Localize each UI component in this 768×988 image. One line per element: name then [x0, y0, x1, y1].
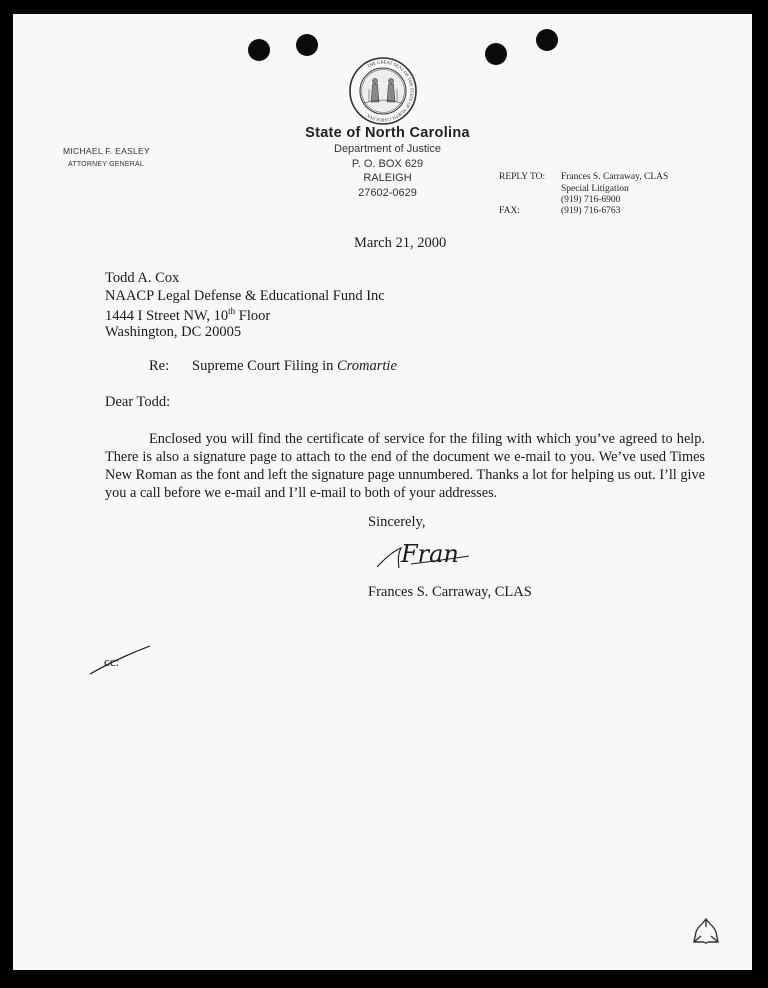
seal-text: THE GREAT SEAL OF THE STATE OF NORTH CAROLINA: [366, 59, 415, 123]
reply-to-line: (919) 716-6900: [561, 195, 621, 205]
letter-page: [13, 14, 752, 970]
state-seal-icon: [348, 56, 418, 126]
punch-hole: [485, 43, 507, 65]
re-subject-text: Supreme Court Filing in: [192, 358, 337, 374]
punch-hole: [296, 34, 318, 56]
letterhead-department: Department of Justice: [334, 143, 441, 155]
letter-date: March 21, 2000: [354, 235, 447, 251]
letterhead-title: State of North Carolina: [305, 125, 470, 141]
closing: Sincerely,: [368, 514, 426, 530]
salutation: Dear Todd:: [105, 394, 171, 410]
fax-number: (919) 716-6763: [561, 206, 621, 216]
re-subject: [192, 358, 397, 375]
punch-hole: [248, 39, 270, 61]
recycle-icon: [691, 917, 721, 947]
signer-name: Frances S. Carraway, CLAS: [368, 584, 532, 600]
re-subject-case-name: Cromartie: [337, 358, 397, 374]
letter-body: [105, 430, 705, 502]
cc-label: cc:: [104, 654, 120, 669]
reply-to-line: Special Litigation: [561, 184, 629, 194]
signature-text: Fran: [401, 540, 459, 568]
letterhead-address-line: RALEIGH: [363, 172, 412, 184]
letterhead-address-line: P. O. BOX 629: [351, 158, 424, 170]
attorney-general-name: MICHAEL F. EASLEY: [63, 146, 150, 156]
fax-label: FAX:: [499, 206, 520, 216]
body-paragraph: Enclosed you will find the certificate of service for the filing with which you’ve agreed to help. There is also a signature page to attach to the end of the document we e-mail to you. We’ve used Times New Roman as the font and left the signature page unnumbered. Thanks a lot for helping us out. I’ll give you a call before we e-mail and I’ll e-mail to both of your addresses.: [105, 431, 705, 501]
attorney-general-title: ATTORNEY GENERAL: [68, 161, 144, 168]
recipient-organization: NAACP Legal Defense & Educational Fund Inc: [105, 288, 385, 304]
recipient-city: Washington, DC 20005: [105, 324, 242, 340]
reply-to-line: Frances S. Carraway, CLAS: [561, 172, 669, 182]
street-superscript: th: [228, 306, 236, 316]
handwritten-signature: [373, 534, 483, 574]
letterhead-address-line: 27602-0629: [358, 187, 417, 199]
cc-strike-mark: [88, 644, 158, 678]
street-prefix: 1444 I Street NW, 10: [105, 307, 229, 324]
re-label: Re:: [149, 358, 170, 374]
punch-hole: [536, 29, 558, 51]
reply-to-label: REPLY TO:: [499, 172, 546, 182]
recipient-street: [105, 306, 270, 325]
street-suffix: Floor: [235, 307, 271, 324]
recipient-name: Todd A. Cox: [105, 270, 180, 286]
